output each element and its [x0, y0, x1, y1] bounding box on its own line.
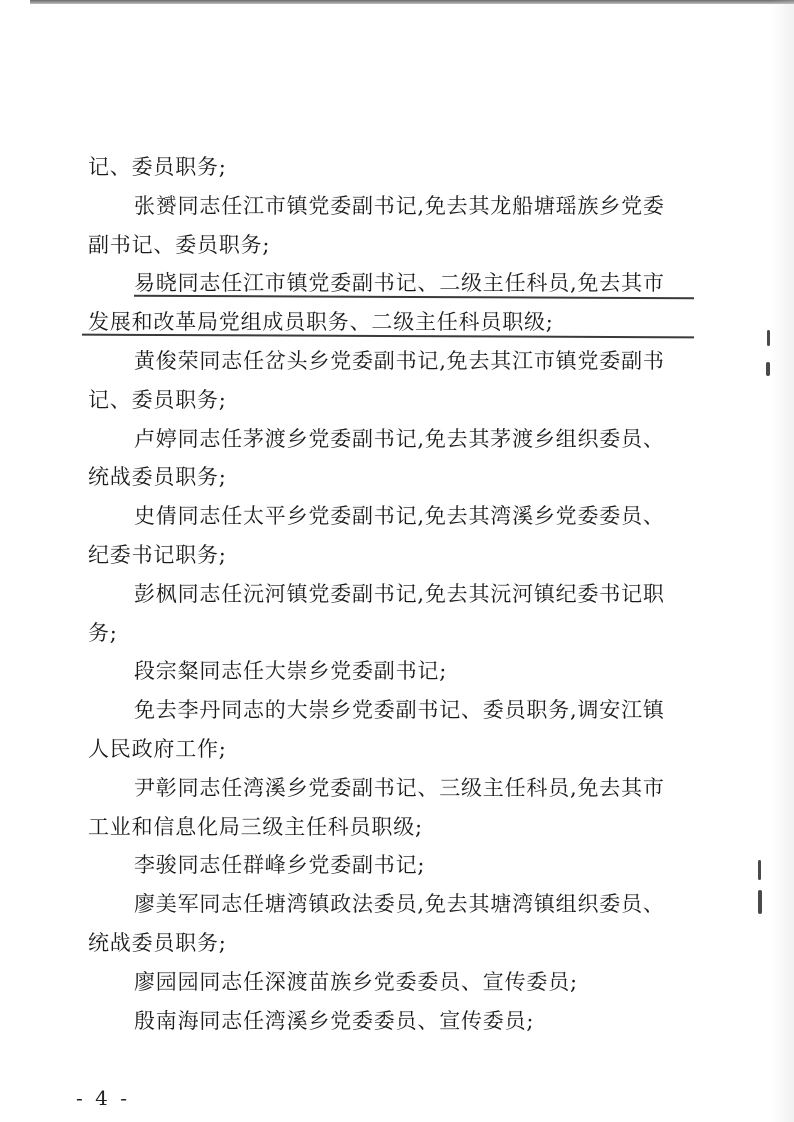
text-line: 李骏同志任群峰乡党委副书记;: [134, 853, 426, 878]
text-line: 彭枫同志任沅河镇党委副书记,免去其沅河镇纪委书记职: [134, 581, 665, 606]
text-line: 尹彰同志任湾溪乡党委副书记、三级主任科员,免去其市: [134, 775, 665, 800]
text-line: 廖美军同志任塘湾镇政法委员,免去其塘湾镇组织委员、: [134, 892, 665, 917]
page-number: - 4 -: [76, 1086, 130, 1110]
text-line: 黄俊荣同志任岔头乡党委副书记,免去其江市镇党委副书: [134, 348, 665, 373]
text-line: 统战委员职务;: [88, 930, 227, 955]
text-line: 卢婷同志任茅渡乡党委副书记,免去其茅渡乡组织委员、: [134, 426, 665, 451]
text-line: 张赟同志任江市镇党委副书记,免去其龙船塘瑶族乡党委: [134, 193, 665, 218]
text-line: 记、委员职务;: [88, 387, 227, 412]
text-line: 廖园园同志任深渡苗族乡党委委员、宣传委员;: [134, 969, 578, 994]
scan-edge-shadow: [770, 0, 794, 1122]
underlined-text-line: 发展和改革局党组成员职务、二级主任科员职级;: [88, 303, 688, 342]
scan-top-edge: [30, 0, 794, 4]
text-line: 段宗粲同志任大崇乡党委副书记;: [134, 659, 448, 684]
text-line: 殷南海同志任湾溪乡党委委员、宣传委员;: [134, 1008, 535, 1033]
scan-artifact-mark: [766, 362, 770, 376]
text-line: 工业和信息化局三级主任科员职级;: [88, 814, 423, 839]
scan-artifact-mark: [758, 860, 761, 880]
text-line: 统战委员职务;: [88, 465, 227, 490]
text-line: 记、委员职务;: [88, 155, 227, 179]
text-line: 史倩同志任太平乡党委副书记,免去其湾溪乡党委委员、: [134, 504, 665, 529]
text-line: 免去李丹同志的大崇乡党委副书记、委员职务,调安江镇: [134, 698, 665, 723]
underlined-text-line: 易晓同志任江市镇党委副书记、二级主任科员,免去其市: [88, 264, 688, 303]
text-line: 人民政府工作;: [88, 736, 227, 761]
scan-artifact-mark: [758, 890, 762, 914]
text-line: 务;: [88, 620, 118, 645]
document-body: [88, 148, 688, 1040]
text-line: 副书记、委员职务;: [88, 232, 271, 257]
text-line: 纪委书记职务;: [88, 542, 227, 567]
scan-artifact-mark: [767, 330, 770, 346]
